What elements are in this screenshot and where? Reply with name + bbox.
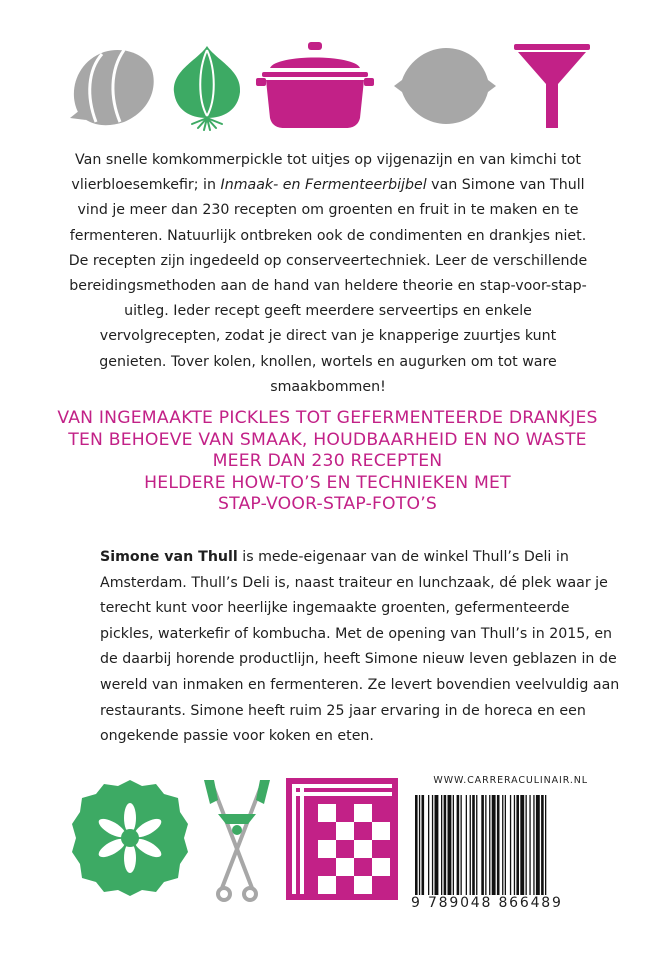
book-title: Inmaak- en Fermenteerbijbel [220,177,427,194]
lemon-icon [390,40,500,132]
author-bio: Simone van Thull is mede-eigenaar van de winkel Thull’s Deli in Amsterdam. Thull’s Deli is, naast traiteur en lunchzaak, dé plek waar je terecht kunt voor heerlijke ingemaakte groenten, gefermenteerde pickles, waterkefir of kombucha. Met de opening van Thull’s in 2015, en de daarbij horende productlijn, heeft Simone nieuw leven geblazen in de wereld van inmaken en fermenteren. Ze levert bovendien veelvuldig aan restaurants. Simone heeft ruim 25 jaar ervaring in de horeca en een ongekende passie voor koken en eten. [100,549,620,745]
isbn-number: 9 789048 866489 [411,895,563,911]
funnel-icon [512,40,592,132]
feature-item: TEN BEHOEVE VAN SMAAK, HOUDBAARHEID EN NO WASTE [68,429,587,450]
feature-item: HELDERE HOW-TO’S EN TECHNIEKEN MET [144,472,511,493]
feature-item: STAP-VOOR-STAP-FOTO’S [217,494,437,514]
cooking-pot-icon [256,40,374,132]
publisher-website[interactable]: WWW.CARRERACULINAIR.NL [433,775,588,786]
top-icon-row [60,40,600,135]
checkered-cloth-icon [286,778,398,900]
onion-icon [168,40,246,132]
barcode [413,795,588,895]
garlic-icon [66,40,158,132]
cucumber-slice-icon [70,778,190,898]
book-description: Van snelle komkommerpickle tot uitjes op vijgenazijn en van kimchi tot vlierbloesemkefir; in Inmaak- en Fermenteerbijbel van Simone van Thull vind je meer dan 230 recepten om groenten en fruit in te maken en te fermenteren. Natuurlijk ontbreken ook de condimenten en drankjes niet. De recepten zijn ingedeeld op conserveertechniek. Leer de verschillende bereidingsmethoden aan de hand van heldere theorie en stap-voor-stap-uitleg. Ieder recept geeft meerdere serveertips en enkele vervolgrecepten, zodat je direct van je knapperige zuurtjes kunt genieten. Tover kolen, knollen, wortels en augurken om tot ware smaakbommen! [68,152,588,395]
feature-item: VAN INGEMAAKTE PICKLES TOT GEFERMENTEERDE DRANKJES [57,408,598,428]
author-name: Simone van Thull [100,549,238,565]
feature-item: MEER DAN 230 RECEPTEN [212,451,443,471]
feature-list [40,408,615,516]
tongs-icon [200,778,275,906]
